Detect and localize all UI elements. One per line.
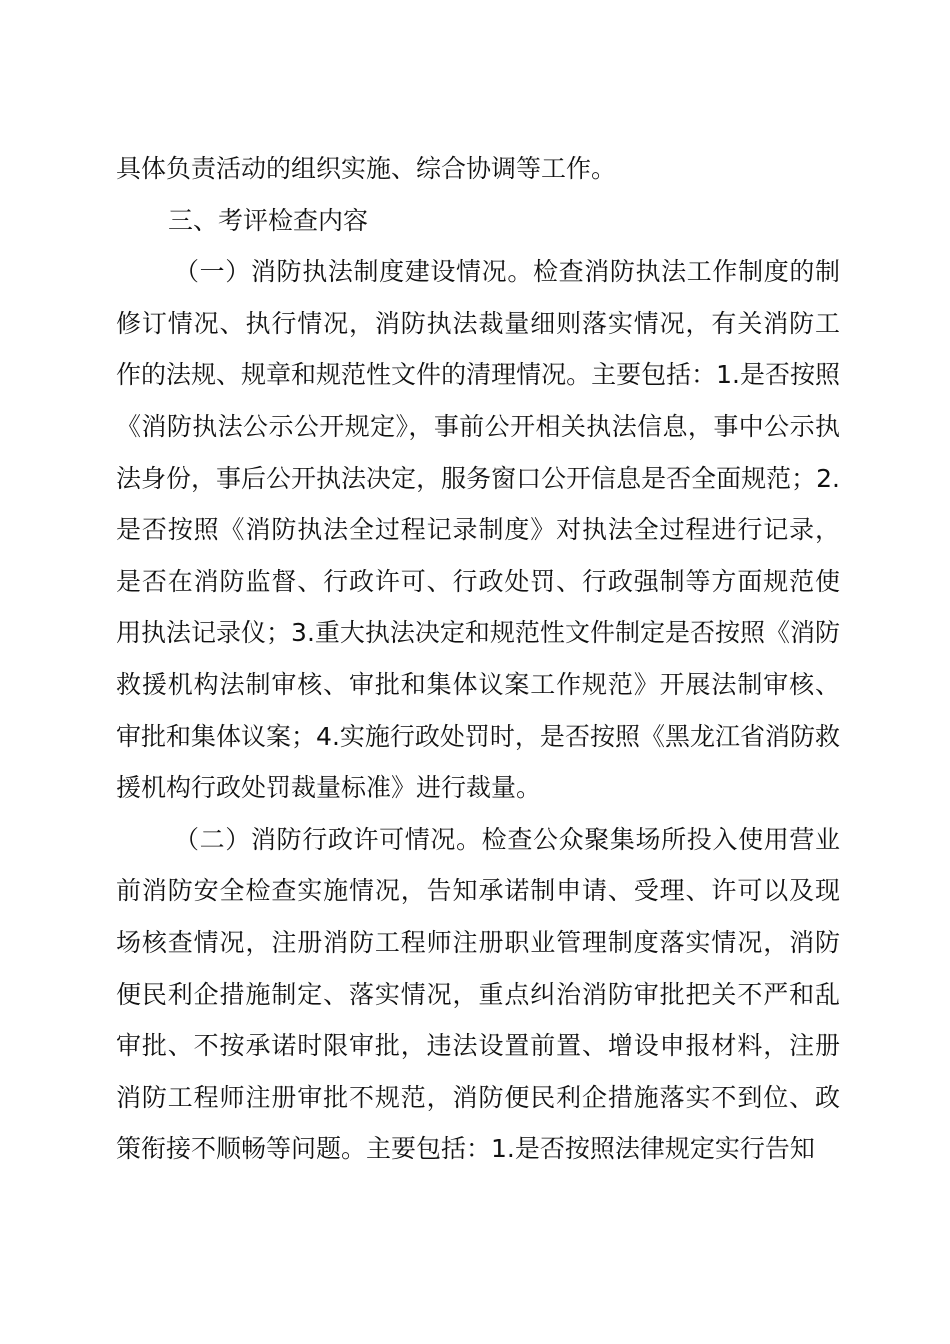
paragraph-continuation: 具体负责活动的组织实施、综合协调等工作。: [116, 154, 617, 183]
document-body: [116, 143, 840, 1175]
paragraph-administrative-licensing: （二）消防行政许可情况。检查公众聚集场所投入使用营业前消防安全检查实施情况，告知承诺制申请、受理、许可以及现场核查情况，注册消防工程师注册职业管理制度落实情况，消防便民利企措施制定、落实情况，重点纠治消防审批把关不严和乱审批、不按承诺时限审批，违法设置前置、增设申报材料，注册消防工程师注册审批不规范，消防便民利企措施落实不到位、政策衔接不顺畅等问题。主要包括：1.是否按照法律规定实行告知: [116, 824, 840, 1164]
section-heading: 三、考评检查内容: [168, 205, 369, 235]
paragraph-law-enforcement-system: （一）消防执法制度建设情况。检查消防执法工作制度的制修订情况、执行情况，消防执法裁量细则落实情况，有关消防工作的法规、规章和规范性文件的清理情况。主要包括：1.是否按照《消防执法公示公开规定》，事前公开相关执法信息，事中公示执法身份，事后公开执法决定，服务窗口公开信息是否全面规范；2.是否按照《消防执法全过程记录制度》对执法全过程进行记录，是否在消防监督、行政许可、行政处罚、行政强制等方面规范使用执法记录仪；3.重大执法决定和规范性文件制定是否按照《消防救援机构法制审核、审批和集体议案工作规范》开展法制审核、审批和集体议案；4.实施行政处罚时，是否按照《黑龙江省消防救援机构行政处罚裁量标准》进行裁量。: [116, 257, 840, 803]
